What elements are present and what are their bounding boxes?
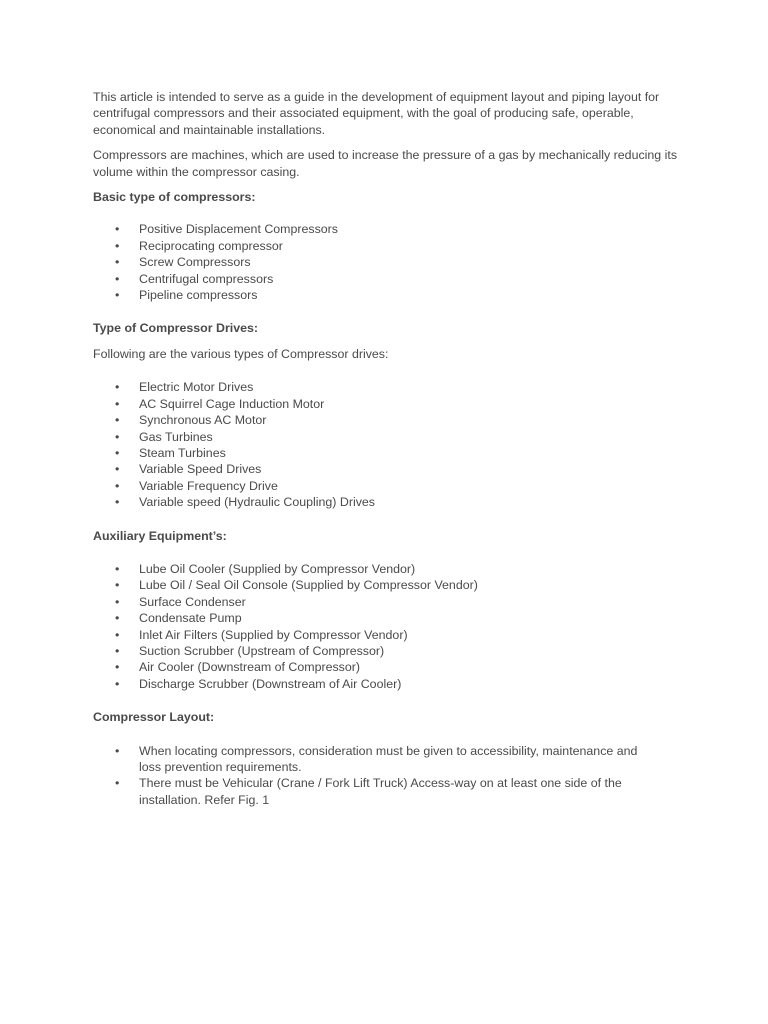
list-item: • Inlet Air Filters (Supplied by Compressor Vendor) — [115, 627, 408, 642]
layout-heading: Compressor Layout: — [93, 710, 215, 725]
bullet-icon: • — [115, 611, 120, 626]
bullet-icon: • — [115, 445, 120, 460]
intro-paragraph: This article is intended to serve as a guide in the development of equipment layout and piping layout for centrifugal compressors and their associated equipment, with the goal of producing safe, operable, economical and maintainable installations. — [93, 90, 660, 137]
bullet-icon: • — [115, 222, 120, 237]
list-item: • Variable Frequency Drive — [115, 478, 278, 493]
list-item: • Centrifugal compressors — [115, 271, 274, 286]
bullet-icon: • — [115, 429, 120, 444]
list-item: • Condensate Pump — [115, 611, 242, 626]
document-page — [93, 89, 693, 825]
basic-types-heading: Basic type of compressors: — [93, 190, 256, 205]
list-item: • When locating compressors, consideration must be given to accessibility, maintenance and loss prevention requirements. — [115, 743, 638, 774]
drives-intro: Following are the various types of Compressor drives: — [93, 346, 389, 361]
layout-list — [93, 743, 653, 809]
bullet-icon: • — [115, 288, 120, 303]
bullet-icon: • — [115, 643, 120, 658]
bullet-icon: • — [115, 478, 120, 493]
list-item: • Variable Speed Drives — [115, 462, 262, 477]
drives-heading: Type of Compressor Drives: — [93, 321, 259, 336]
bullet-icon: • — [115, 676, 120, 691]
bullet-icon: • — [115, 413, 120, 428]
bullet-icon: • — [115, 396, 120, 411]
list-item: • Steam Turbines — [115, 445, 226, 460]
bullet-icon: • — [115, 776, 120, 791]
list-item: • AC Squirrel Cage Induction Motor — [115, 396, 325, 411]
bullet-icon: • — [115, 271, 120, 286]
basic-types-list — [93, 221, 693, 303]
bullet-icon: • — [115, 495, 120, 510]
bullet-icon: • — [115, 627, 120, 642]
list-item: • Screw Compressors — [115, 255, 251, 270]
list-item: • Reciprocating compressor — [115, 238, 283, 253]
drives-list — [93, 379, 693, 510]
bullet-icon: • — [115, 462, 120, 477]
bullet-icon: • — [115, 380, 120, 395]
bullet-icon: • — [115, 255, 120, 270]
list-item: • Synchronous AC Motor — [115, 413, 267, 428]
bullet-icon: • — [115, 578, 120, 593]
list-item: • Positive Displacement Compressors — [115, 222, 339, 237]
bullet-icon: • — [115, 594, 120, 609]
list-item: • Discharge Scrubber (Downstream of Air Cooler) — [115, 676, 402, 691]
bullet-icon: • — [115, 561, 120, 576]
bullet-icon: • — [115, 660, 120, 675]
list-item: • Pipeline compressors — [115, 288, 258, 303]
list-item: • Variable speed (Hydraulic Coupling) Drives — [115, 495, 375, 510]
list-item: • Gas Turbines — [115, 429, 213, 444]
list-item: • Suction Scrubber (Upstream of Compressor) — [115, 643, 385, 658]
bullet-icon: • — [115, 743, 120, 758]
definition-paragraph: Compressors are machines, which are used to increase the pressure of a gas by mechanically reducing its volume within the compressor casing. — [93, 148, 678, 179]
list-item: • There must be Vehicular (Crane / Fork Lift Truck) Access-way on at least one side of the installation. Refer Fig. 1 — [115, 776, 622, 807]
list-item: • Lube Oil / Seal Oil Console (Supplied by Compressor Vendor) — [115, 578, 478, 593]
list-item: • Air Cooler (Downstream of Compressor) — [115, 660, 361, 675]
bullet-icon: • — [115, 238, 120, 253]
list-item: • Lube Oil Cooler (Supplied by Compressor Vendor) — [115, 561, 416, 576]
list-item: • Electric Motor Drives — [115, 380, 254, 395]
auxiliary-heading: Auxiliary Equipment’s: — [93, 528, 227, 543]
list-item: • Surface Condenser — [115, 594, 246, 609]
auxiliary-list — [93, 561, 693, 692]
